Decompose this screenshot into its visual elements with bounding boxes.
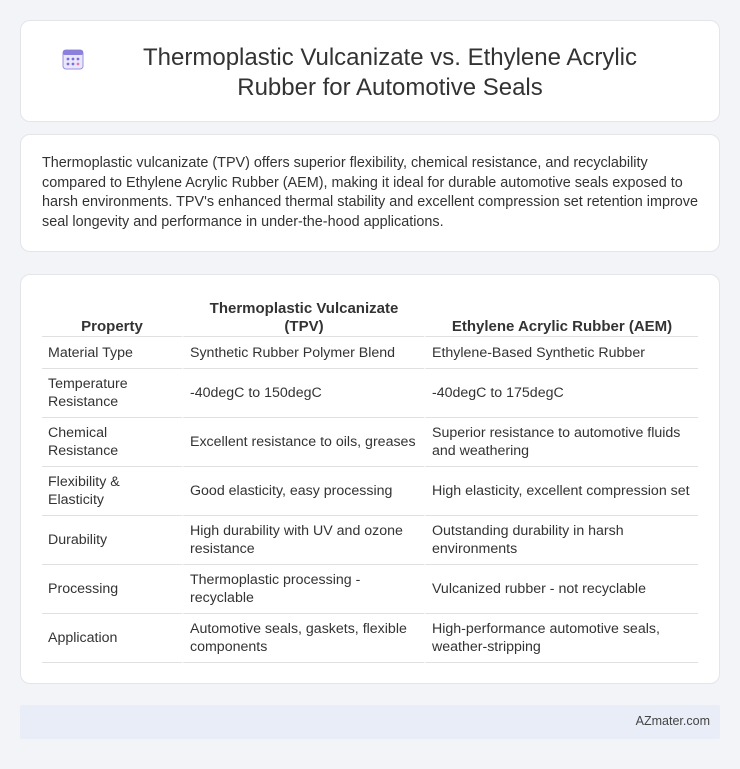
table-cell: Ethylene-Based Synthetic Rubber — [424, 337, 698, 369]
comparison-table — [42, 297, 698, 663]
table-cell: -40degC to 175degC — [424, 369, 698, 418]
table-cell: Processing — [42, 565, 182, 614]
table-cell: Vulcanized rubber - not recyclable — [424, 565, 698, 614]
table-cell: Thermoplastic processing - recyclable — [182, 565, 424, 614]
summary-text: Thermoplastic vulcanizate (TPV) offers superior flexibility, chemical resistance, and recyclability compared to Ethylene Acrylic Rubber (AEM), making it ideal for durable automotive seals exposed to harsh environments. TPV's enhanced thermal stability and excellent compression set retention improve seal longevity and performance in under-the-hood applications. — [42, 155, 698, 230]
table-cell: Durability — [42, 516, 182, 565]
footer-bar — [20, 705, 720, 739]
table-cell: Automotive seals, gaskets, flexible components — [182, 614, 424, 663]
table-cell: High-performance automotive seals, weather-stripping — [424, 614, 698, 663]
summary-card — [20, 134, 720, 252]
table-row — [42, 467, 698, 516]
table-header-row — [42, 297, 698, 337]
table-cell: High elasticity, excellent compression set — [424, 467, 698, 516]
table-cell: Material Type — [42, 337, 182, 369]
table-row — [42, 614, 698, 663]
table-cell: Temperature Resistance — [42, 369, 182, 418]
table-cell: Superior resistance to automotive fluids and weathering — [424, 418, 698, 467]
table-cell: High durability with UV and ozone resistance — [182, 516, 424, 565]
table-cell: Outstanding durability in harsh environments — [424, 516, 698, 565]
title-card — [20, 20, 720, 122]
table-cell: Synthetic Rubber Polymer Blend — [182, 337, 424, 369]
table-row — [42, 418, 698, 467]
comparison-card — [20, 274, 720, 684]
footer-brand[interactable]: AZmater.com — [635, 714, 710, 728]
table-row — [42, 516, 698, 565]
column-header: Property — [42, 297, 182, 337]
table-cell: -40degC to 150degC — [182, 369, 424, 418]
table-row — [42, 565, 698, 614]
page-title: Thermoplastic Vulcanizate vs. Ethylene Acrylic Rubber for Automotive Seals — [143, 44, 637, 101]
table-cell: Excellent resistance to oils, greases — [182, 418, 424, 467]
column-header: Thermoplastic Vulcanizate (TPV) — [182, 297, 424, 337]
table-cell: Good elasticity, easy processing — [182, 467, 424, 516]
table-cell: Flexibility & Elasticity — [42, 467, 182, 516]
table-cell: Application — [42, 614, 182, 663]
column-header: Ethylene Acrylic Rubber (AEM) — [424, 297, 698, 337]
table-row — [42, 337, 698, 369]
table-row — [42, 369, 698, 418]
table-cell: Chemical Resistance — [42, 418, 182, 467]
